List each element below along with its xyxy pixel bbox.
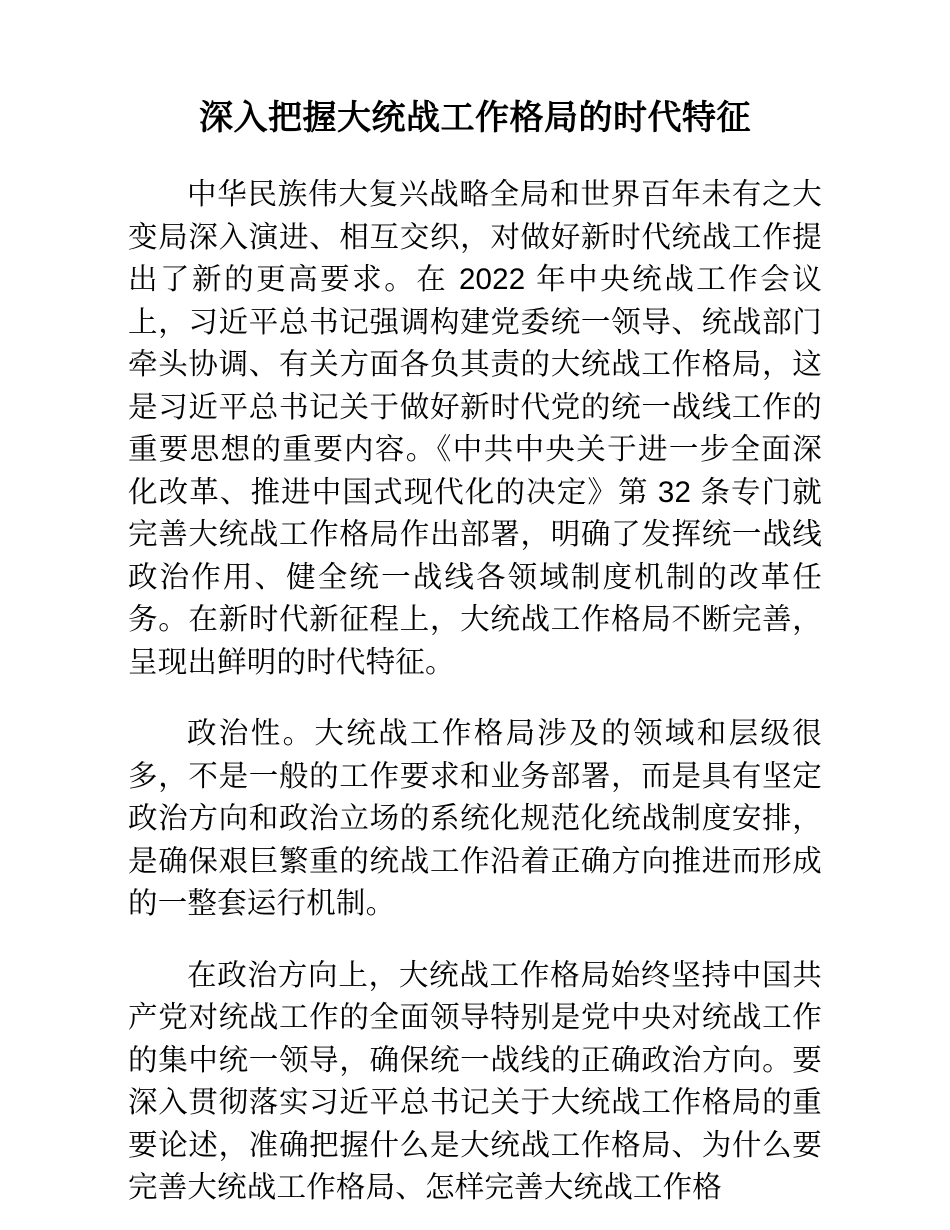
- paragraph-1: 中华民族伟大复兴战略全局和世界百年未有之大变局深入演进、相互交织，对做好新时代统战工作提出了新的更高要求。在 2022 年中央统战工作会议上，习近平总书记强调构建党委统一领导、统战部门牵头协调、有关方面各负其责的大统战工作格局，这是习近平总书记关于做好新时代党的统一战线工作的重要思想的重要内容。《中共中央关于进一步全面深化改革、推进中国式现代化的决定》第 32 条专门就完善大统战工作格局作出部署，明确了发挥统一战线政治作用、健全统一战线各领域制度机制的改革任务。在新时代新征程上，大统战工作格局不断完善，呈现出鲜明的时代特征。: [128, 178, 822, 679]
- document-content: [128, 0, 822, 1210]
- paragraph-2: 政治性。大统战工作格局涉及的领域和层级很多，不是一般的工作要求和业务部署，而是具有坚定政治方向和政治立场的系统化规范化统战制度安排，是确保艰巨繁重的统战工作沿着正确方向推进而形成的一整套运行机制。: [128, 717, 822, 920]
- document-body: [128, 174, 822, 1210]
- paragraph-3: 在政治方向上，大统战工作格局始终坚持中国共产党对统战工作的全面领导特别是党中央对统战工作的集中统一领导，确保统一战线的正确政治方向。要深入贯彻落实习近平总书记关于大统战工作格局的重要论述，准确把握什么是大统战工作格局、为什么要完善大统战工作格局、怎样完善大统战工作格: [128, 958, 822, 1204]
- page-title: 深入把握大统战工作格局的时代特征: [199, 99, 751, 137]
